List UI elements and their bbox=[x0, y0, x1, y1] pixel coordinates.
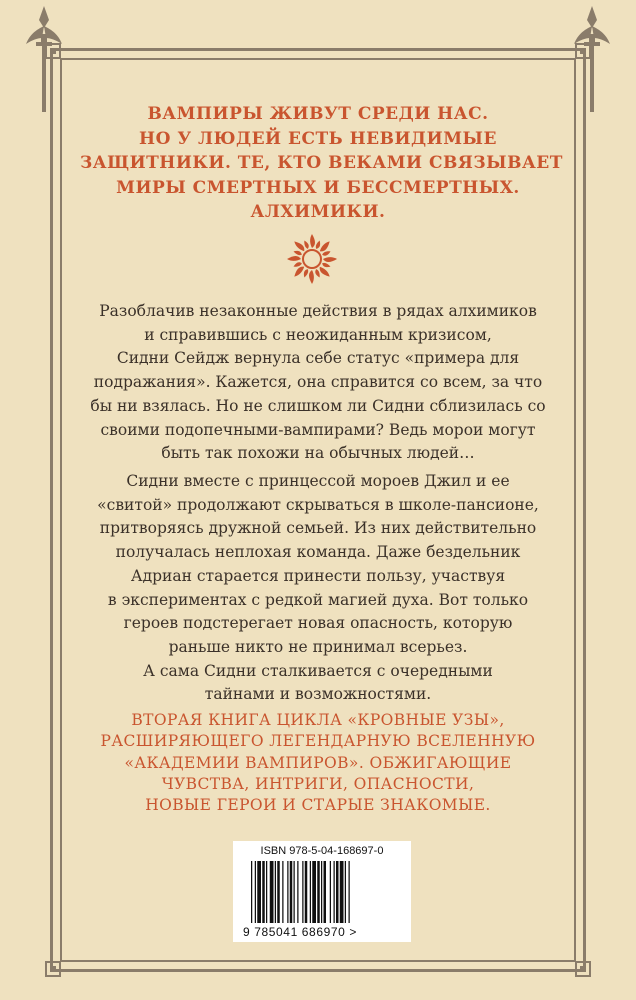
text-line: получалась неплохая команда. Даже бездельник bbox=[115, 543, 521, 562]
barcode-bar bbox=[324, 861, 327, 923]
barcode-bar bbox=[282, 861, 283, 923]
text-line: и справившись с неожиданным кризисом, bbox=[144, 325, 492, 344]
text-line: тайнами и возможностями. bbox=[204, 685, 432, 704]
description-paragraph-2 bbox=[80, 470, 556, 707]
text-line: притворяясь дружной семьей. Из них действительно bbox=[99, 519, 537, 538]
barcode-bar bbox=[275, 861, 276, 923]
blurb-line: НОВЫЕ ГЕРОИ И СТАРЫЕ ЗНАКОМЫЕ. bbox=[145, 796, 491, 815]
barcode-bar bbox=[287, 861, 288, 923]
text-line: Разоблачив незаконные действия в рядах алхимиков bbox=[99, 302, 537, 320]
corner-ornament-icon bbox=[44, 42, 80, 78]
text-line: быть так похожи на обычных людей… bbox=[161, 444, 475, 463]
barcode-bar bbox=[305, 861, 308, 923]
corner-ornament-icon bbox=[556, 42, 592, 78]
headline bbox=[80, 102, 563, 225]
barcode-bar bbox=[321, 861, 322, 923]
barcode-bar bbox=[266, 861, 267, 923]
series-blurb bbox=[80, 710, 556, 816]
text-line: бы ни взялась. Но не слишком ли Сидни сблизилась со bbox=[90, 396, 546, 415]
sun-ornament-icon bbox=[285, 232, 339, 286]
barcode-bar bbox=[277, 861, 280, 923]
barcode-bar bbox=[330, 861, 331, 923]
corner-ornament-icon bbox=[556, 942, 592, 978]
barcode-digits: 9 785041 686970 > bbox=[243, 925, 357, 939]
barcode-bar bbox=[336, 861, 339, 923]
barcode-bar bbox=[310, 861, 311, 923]
text-line: Сидни вместе с принцессой мороев Джил и ее bbox=[126, 472, 510, 490]
headline-line: ВАМПИРЫ ЖИВУТ СРЕДИ НАС. bbox=[147, 104, 489, 124]
blurb-line: ВТОРАЯ КНИГА ЦИКЛА «КРОВНЫЕ УЗЫ», bbox=[131, 711, 505, 729]
barcode-box bbox=[233, 841, 411, 942]
barcode-bar bbox=[340, 861, 344, 923]
barcode-bar bbox=[297, 861, 298, 923]
text-line: раньше никто не принимал всерьез. bbox=[168, 637, 468, 656]
barcode-bar bbox=[251, 861, 252, 923]
text-line: «свитой» продолжают скрываться в школе-пансионе, bbox=[97, 495, 539, 514]
barcode-bar bbox=[290, 861, 293, 923]
text-line: подражания». Кажется, она справится со всем, за что bbox=[93, 373, 543, 392]
barcode-bar bbox=[345, 861, 346, 923]
text-line: в экспериментах с редкой магией духа. Вот только bbox=[107, 590, 529, 609]
barcode-bar bbox=[302, 861, 303, 923]
barcode-bar bbox=[255, 861, 256, 923]
text-line: своими подопечными-вампирами? Ведь морои могут bbox=[100, 420, 536, 439]
headline-line: МИРЫ СМЕРТНЫХ И БЕССМЕРТНЫХ. bbox=[116, 177, 520, 198]
headline-line: НО У ЛЮДЕЙ ЕСТЬ НЕВИДИМЫЕ bbox=[139, 128, 497, 149]
text-line: Адриан старается принести пользу, участвуя bbox=[130, 566, 506, 585]
barcode-bar bbox=[349, 861, 350, 923]
headline-line: АЛХИМИКИ. bbox=[250, 202, 386, 222]
blurb-line: ЧУВСТВА, ИНТРИГИ, ОПАСНОСТИ, bbox=[161, 774, 475, 793]
text-line: героев подстерегает новая опасность, которую bbox=[123, 614, 513, 633]
text-line: А сама Сидни сталкивается с очередными bbox=[143, 661, 493, 680]
barcode-bar bbox=[312, 861, 316, 923]
text-line: Сидни Сейдж вернула себе статус «примера для bbox=[116, 349, 520, 368]
barcode-bars bbox=[251, 861, 391, 923]
isbn-label: ISBN 978-5-04-168697-0 bbox=[260, 845, 384, 857]
description-paragraph-1 bbox=[80, 300, 556, 466]
blurb-line: РАСШИРЯЮЩЕГО ЛЕГЕНДАРНУЮ ВСЕЛЕННУЮ bbox=[100, 732, 536, 751]
barcode-bar bbox=[294, 861, 295, 923]
barcode-bar bbox=[257, 861, 261, 923]
barcode-bar bbox=[317, 861, 320, 923]
barcode-bar bbox=[270, 861, 274, 923]
headline-line: ЗАЩИТНИКИ. ТЕ, КТО ВЕКАМИ СВЯЗЫВАЕТ bbox=[80, 153, 563, 173]
blurb-line: «АКАДЕМИИ ВАМПИРОВ». ОБЖИГАЮЩИЕ bbox=[124, 753, 512, 772]
barcode-bar bbox=[262, 861, 265, 923]
barcode-bar bbox=[334, 861, 335, 923]
corner-ornament-icon bbox=[44, 942, 80, 978]
